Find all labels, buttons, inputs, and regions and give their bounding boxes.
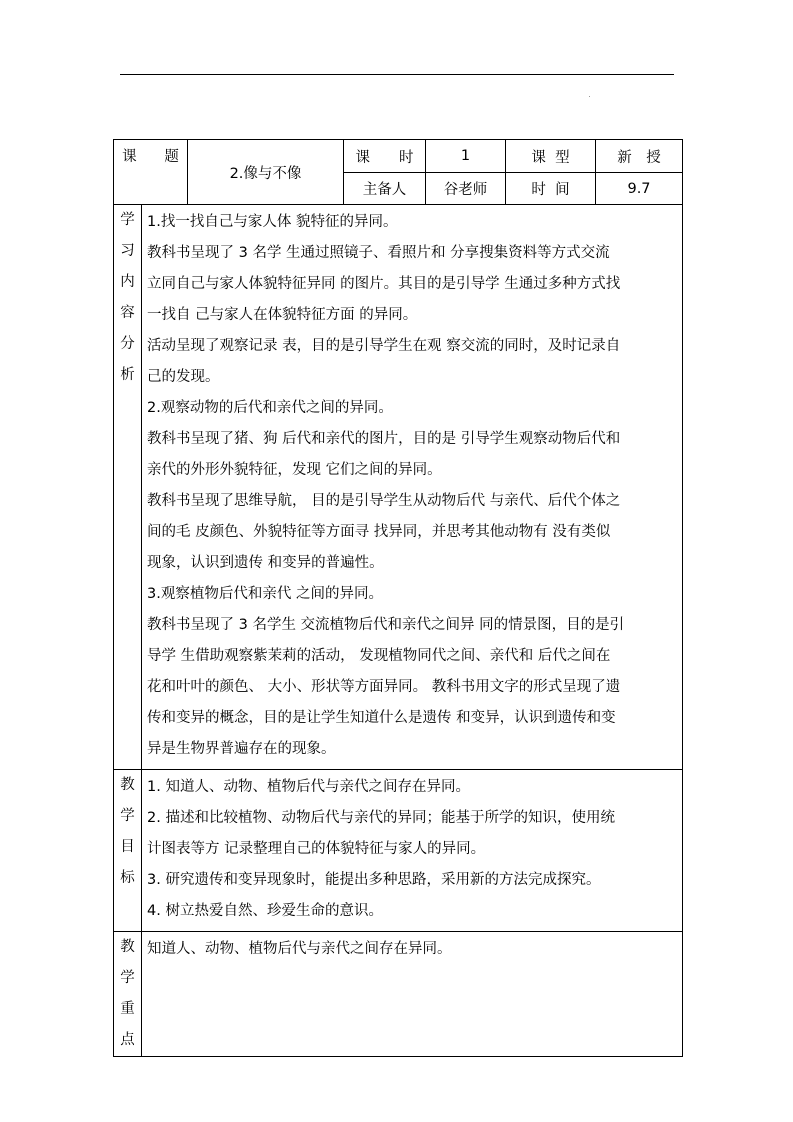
analysis-line: 异是生物界普遍存在的现象。 [147,741,336,757]
analysis-line: 一找自 己与家人在体貌特征方面 的异同。 [147,307,418,323]
period-label-cell [344,140,426,173]
key-points-label-cell [114,932,142,1057]
analysis-line: 导学 生借助观察紫茉莉的活动， 发现植物同代之间、亲代和 后代之间在 [147,648,611,664]
key-points-label-char: 学 [120,970,135,986]
analysis-label-char: 学 [120,212,135,228]
analysis-line: 3.观察植物后代和亲代 之间的异同。 [147,586,383,602]
topic-label: 课 题 [122,149,179,165]
analysis-line: 教科书呈现了 3 名学生 交流植物后代和亲代之间异 同的情景图，目的是引 [147,617,625,633]
analysis-line: 己的发现。 [147,369,220,385]
analysis-label-cell [114,205,142,770]
objectives-label-char: 学 [120,808,135,824]
analysis-label-char: 容 [120,305,135,321]
objectives-content [142,770,683,932]
period-label: 课 时 [355,149,414,166]
type-value: 新 授 [617,149,661,166]
time-label-cell [506,173,596,205]
key-points-content [142,932,683,1057]
topic-value-cell [188,140,344,205]
key-points-label-char: 重 [120,1001,135,1017]
objective-line: 4. 树立热爱自然、珍爱生命的意识。 [147,903,383,919]
analysis-line: 亲代的外形外貌特征，发现 它们之间的异同。 [147,462,442,478]
objectives-label-char: 标 [120,870,135,886]
header-rule [120,74,674,75]
analysis-line: 间的毛 皮颜色、外貌特征等方面寻 找异同，并思考其他动物有 没有类似 [147,524,611,540]
analysis-line: 2.观察动物的后代和亲代之间的异同。 [147,400,393,416]
period-value-cell [426,140,506,173]
key-points-label-char: 教 [120,939,135,955]
header-mark [589,96,590,97]
preparer-value: 谷老师 [443,182,488,198]
analysis-line: 现象，认识到遗传 和变异的普遍性。 [147,555,384,571]
time-value-cell [596,173,683,205]
preparer-label: 主备人 [362,182,407,198]
analysis-line: 教科书呈现了猪、狗 后代和亲代的图片，目的是 引导学生观察动物后代和 [147,431,621,447]
type-label: 课 型 [531,149,570,166]
topic-label-cell [114,140,188,205]
analysis-line: 传和变异的概念，目的是让学生知道什么是遗传 和变异，认识到遗传和变 [147,710,616,726]
time-value: 9.7 [627,180,651,197]
type-label-cell [506,140,596,173]
analysis-label-char: 析 [120,367,135,383]
objective-line: 1. 知道人、动物、植物后代与亲代之间存在异同。 [147,779,470,795]
objective-line: 3. 研究遗传和变异现象时，能提出多种思路，采用新的方法完成探究。 [147,872,601,888]
objective-line: 2. 描述和比较植物、动物后代与亲代的异同；能基于所学的知识，使用统 [147,810,615,826]
lesson-plan-table [113,139,683,1057]
analysis-line: 花和叶叶的颜色、 大小、形状等方面异同。 教科书用文字的形式呈现了遗 [147,679,621,695]
key-point-line: 知道人、动物、植物后代与亲代之间存在异同。 [147,941,452,957]
analysis-line: 活动呈现了观察记录 表，目的是引导学生在观 察交流的同时，及时记录自 [147,338,621,354]
analysis-label-char: 分 [120,336,135,352]
type-value-cell [596,140,683,173]
analysis-line: 立同自己与家人体貌特征异同 的图片。其目的是引导学 生通过多种方式找 [147,276,621,292]
analysis-line: 1.找一找自己与家人体 貌特征的异同。 [147,214,398,230]
analysis-line: 教科书呈现了思维导航， 目的是引导学生从动物后代 与亲代、后代个体之 [147,493,621,509]
objective-line: 计图表等方 记录整理自己的体貌特征与家人的异同。 [147,841,486,857]
analysis-content [142,205,683,770]
analysis-line: 教科书呈现了 3 名学 生通过照镜子、看照片和 分享搜集资料等方式交流 [147,245,610,261]
preparer-value-cell [426,173,506,205]
objectives-label-char: 教 [120,777,135,793]
preparer-label-cell [344,173,426,205]
time-label: 时 间 [531,182,570,198]
analysis-label-char: 习 [120,243,135,259]
analysis-label-char: 内 [120,274,135,290]
objectives-label-cell [114,770,142,932]
key-points-label-char: 点 [120,1032,135,1048]
period-value: 1 [460,148,471,164]
objectives-label-char: 目 [120,839,135,855]
topic-value: 2.像与不像 [229,165,302,182]
